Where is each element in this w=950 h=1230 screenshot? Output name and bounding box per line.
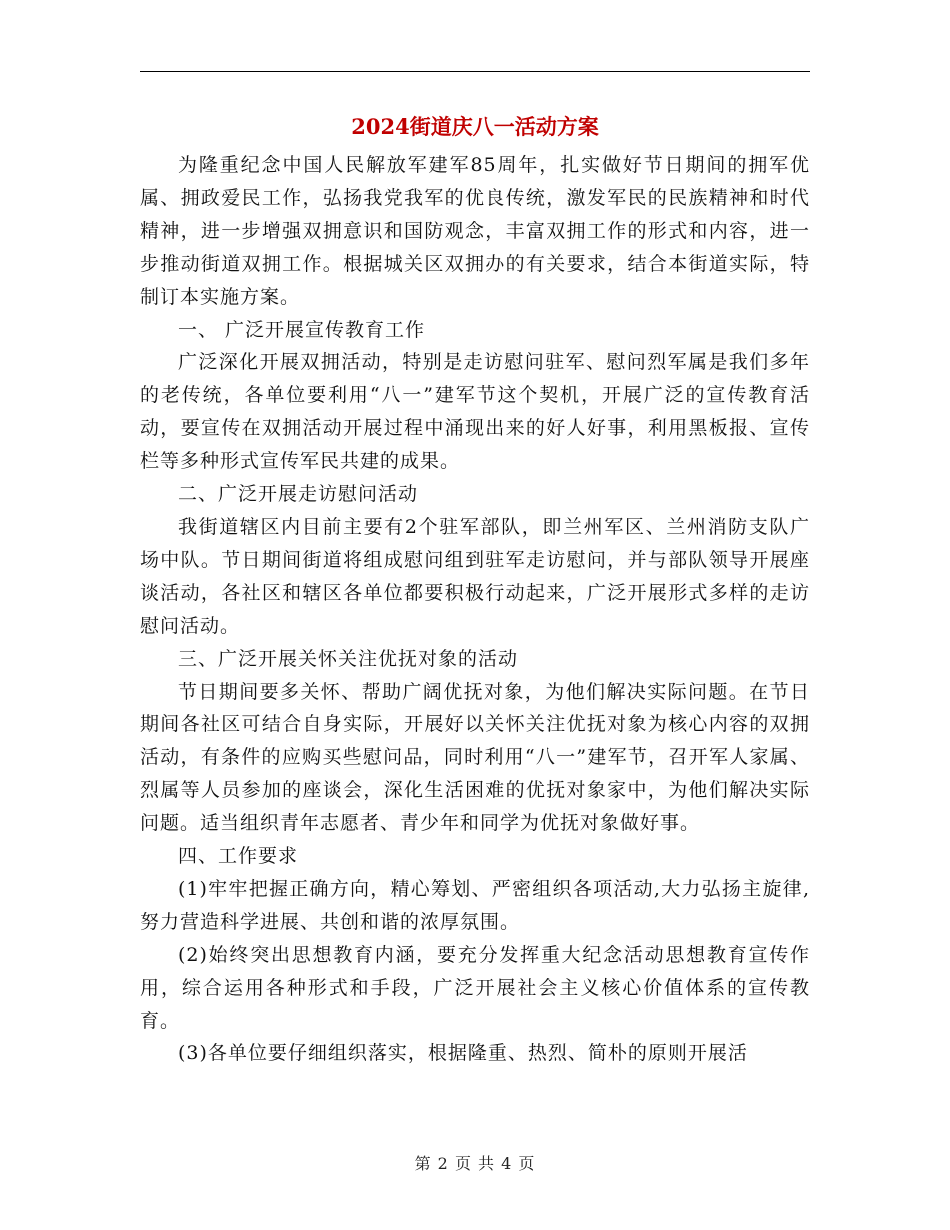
- header-rule: [140, 71, 810, 72]
- section-heading-4: 四、工作要求: [178, 845, 299, 868]
- section-paragraph-3: 节日期间要多关怀、帮助广阔优抚对象，为他们解决实际问题。在节日期间各社区可结合自身实际，开展好以关怀关注优抚对象为核心内容的双拥活动，有条件的应购买些慰问品，同时利用“八一”建军节，召开军人家属、烈属等人员参加的座谈会，深化生活困难的优抚对象家中，为他们解决实际问题。适当组织青年志愿者、青少年和同学为优抚对象做好事。: [140, 680, 810, 835]
- document-title: 2024街道庆八一活动方案: [351, 114, 599, 139]
- requirement-item-1: (1)牢牢把握正确方向，精心筹划、严密组织各项活动,大力弘扬主旋律,努力营造科学进展、共创和谐的浓厚氛围。: [140, 877, 810, 933]
- document-body: [140, 149, 810, 1070]
- requirement-item-3: (3)各单位要仔细组织落实，根据隆重、热烈、简朴的原则开展活: [178, 1042, 748, 1065]
- intro-paragraph: 为隆重纪念中国人民解放军建军85周年，扎实做好节日期间的拥军优属、拥政爱民工作，弘扬我党我军的优良传统，激发军民的民族精神和时代精神，进一步增强双拥意识和国防观念，丰富双拥工作的形式和内容，进一步推动街道双拥工作。根据城关区双拥办的有关要求，结合本街道实际，特制订本实施方案。: [140, 154, 810, 308]
- section-heading-3: 三、广泛开展关怀关注优抚对象的活动: [178, 647, 519, 670]
- requirement-item-2: (2)始终突出思想教育内涵，要充分发挥重大纪念活动思想教育宣传作用，综合运用各种形式和手段，广泛开展社会主义核心价值体系的宣传教育。: [140, 943, 810, 1032]
- section-paragraph-1: 广泛深化开展双拥活动，特别是走访慰问驻军、慰问烈军属是我们多年的老传统，各单位要利用“八一”建军节这个契机，开展广泛的宣传教育活动，要宣传在双拥活动开展过程中涌现出来的好人好事，利用黑板报、宣传栏等多种形式宣传军民共建的成果。: [140, 351, 810, 473]
- section-paragraph-2: 我街道辖区内目前主要有2个驻军部队，即兰州军区、兰州消防支队广场中队。节日期间街道将组成慰问组到驻军走访慰问，并与部队领导开展座谈活动，各社区和辖区各单位都要积极行动起来，广泛开展形式多样的走访慰问活动。: [140, 515, 810, 637]
- section-heading-2: 二、广泛开展走访慰问活动: [178, 483, 419, 506]
- section-heading-1: 一、 广泛开展宣传教育工作: [178, 318, 426, 341]
- page-number-footer: 第 2 页 共 4 页: [414, 1154, 536, 1173]
